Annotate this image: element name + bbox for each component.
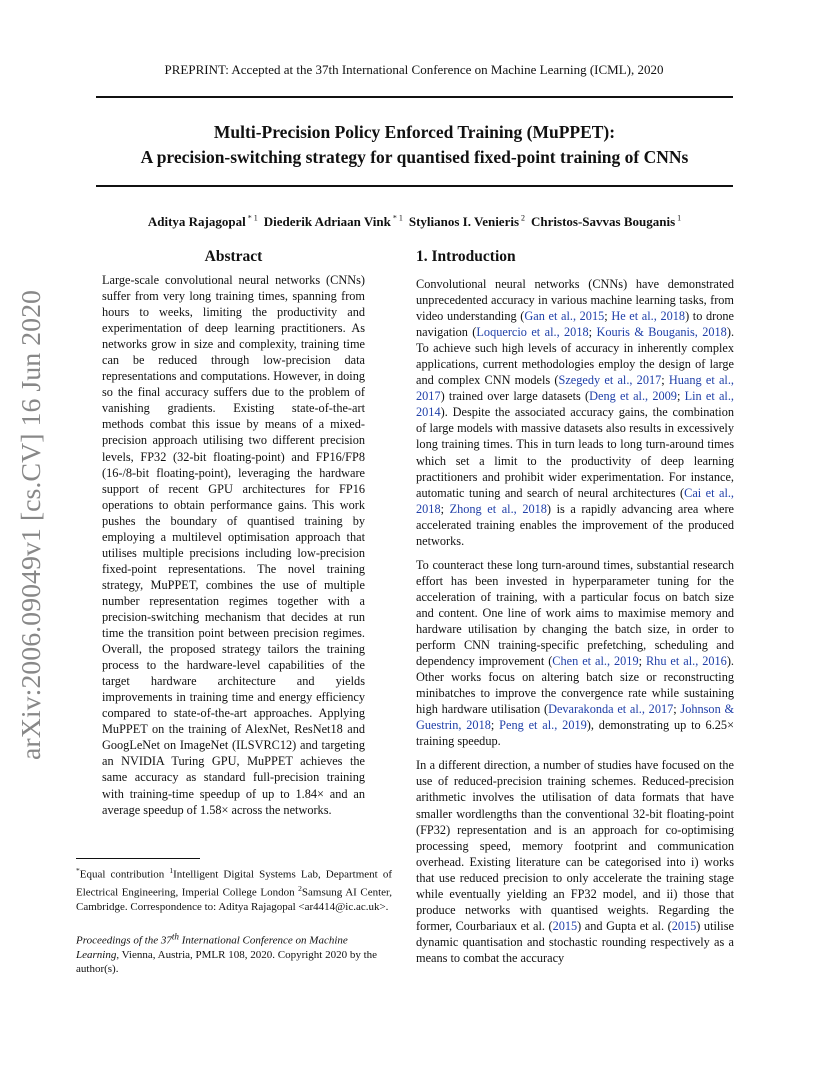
intro-text: In a different direction, a number of studies have focused on the use of reduced-precision training schemes. Reduced-precision arithmetic involves the utilisation of data formats that have smaller wordlengths than the conventional 32-bit floating-point (FP32) representation and is an approach for co-optimising processing speed, memory footprint and communication overhead. Existing literature can be categorised into i) works that use reduced precision to only accelerate the training stage while eventually yielding an FP32 model, and ii) those that produce networks with quantised weights. Regarding the former, Courbariaux et al. ( (416, 758, 734, 933)
introduction-body (416, 276, 734, 974)
proceedings-ordinal-sup: th (171, 931, 179, 941)
citation-link[interactable]: 2015 (671, 918, 697, 933)
citation-link[interactable]: Zhong et al., 2018 (449, 501, 547, 516)
proceedings-rest: , Vienna, Austria, PMLR 108, 2020. Copyright 2020 by the author(s). (76, 948, 378, 975)
citation-link[interactable]: Devarakonda et al., 2017 (548, 702, 674, 717)
citation-link[interactable]: Huang et al., 2017 (416, 373, 734, 404)
footnote-mark: 1 (169, 866, 174, 875)
proceedings-ordinal: 37 (160, 934, 172, 947)
paper-title (96, 120, 733, 170)
intro-text: ) to drone navigation ( (416, 309, 734, 340)
citation-link[interactable]: 2015 (552, 918, 578, 933)
citation-link[interactable]: He et al., 2018 (611, 309, 686, 324)
abstract-heading: Abstract (204, 248, 263, 265)
citation-link[interactable]: Lin et al., 2014 (416, 389, 734, 420)
affiliation-footnote (76, 864, 392, 914)
intro-text: ). To achieve such high levels of accuracy in inherently complex applications, current methodologies employ the design of large and complex CNN models ( (416, 325, 735, 388)
citation-link[interactable]: Loquercio et al., 2018 (476, 325, 589, 340)
author-name: Christos-Savvas Bouganis $^1$ (531, 214, 682, 230)
arxiv-stamp-text: arXiv:2006.09049v1 [cs.CV] 16 Jun 2020 (16, 305, 46, 760)
title-bottom-rule (96, 185, 733, 187)
intro-text: ; (638, 654, 646, 669)
footnote-text: Intelligent Digital Systems Lab, Department of Electrical Engineering, Imperial College London (76, 868, 392, 900)
author-name: Stylianos I. Venieris $^2$ (408, 214, 526, 230)
intro-text: ) is a rapidly advancing area where accelerated training enables the improvement of the produced networks. (416, 501, 734, 548)
citation-link[interactable]: Kouris & Bouganis, 2018 (596, 325, 727, 340)
citation-link[interactable]: Johnson & Guestrin, 2018 (416, 702, 735, 733)
intro-text: ; (661, 373, 669, 388)
intro-text: ; (588, 325, 597, 340)
author-list (96, 214, 733, 230)
author-affiliation-mark: * 1 (245, 214, 258, 223)
footnote-mark: * (76, 866, 80, 875)
citation-link[interactable]: Szegedy et al., 2017 (558, 373, 662, 388)
arxiv-side-stamp (6, 290, 50, 760)
proceedings-italic: Proceedings of the (76, 934, 161, 947)
citation-link[interactable]: Chen et al., 2019 (552, 654, 639, 669)
intro-text: ). Other works focus on altering batch size or reconstructing minibatches to improve the convergence rate while sustaining high hardware utilisation ( (416, 654, 734, 717)
intro-text: ; (604, 309, 612, 324)
intro-paragraph (416, 757, 734, 966)
author-affiliation-mark: 1 (675, 214, 682, 223)
author-name: Diederik Adriaan Vink $^{* 1}$ (263, 214, 403, 230)
footnote-text: Samsung AI Center, Cambridge. Correspondence to: Aditya Rajagopal <ar4414@ic.ac.uk>. (76, 887, 392, 913)
intro-text: ) and Gupta et al. ( (577, 918, 672, 933)
footnote-text: Equal contribution (79, 868, 170, 881)
intro-paragraph (416, 276, 734, 549)
author-affiliation-mark: * 1 (390, 214, 403, 223)
introduction-heading: 1. Introduction (416, 248, 516, 265)
footnote-mark: 2 (298, 884, 302, 894)
title-line-2: A precision-switching strategy for quantised fixed-point training of CNNs (140, 147, 689, 167)
author-affiliation-mark: 2 (519, 214, 526, 223)
intro-paragraph (416, 557, 734, 750)
intro-text: ; (673, 702, 681, 717)
intro-text: ; (440, 501, 450, 516)
citation-link[interactable]: Gan et al., 2015 (524, 309, 605, 324)
proceedings-note (76, 929, 392, 976)
footnote-rule (76, 858, 200, 859)
citation-link[interactable]: Rhu et al., 2016 (645, 654, 727, 669)
intro-text: ; (676, 389, 685, 404)
citation-link[interactable]: Cai et al., 2018 (416, 485, 735, 516)
intro-text: ) trained over large datasets ( (440, 389, 590, 404)
title-line-1: Multi-Precision Policy Enforced Training (MuPPET): (213, 122, 616, 142)
proceedings-italic: International Conference on Machine Learning (76, 934, 348, 961)
intro-text: Convolutional neural networks (CNNs) have demonstrated unprecedented accuracy in various machine learning tasks, from video understanding ( (416, 277, 734, 324)
preprint-header: PREPRINT: Accepted at the 37th International Conference on Machine Learning (ICML), 2020 (164, 62, 664, 77)
intro-text: ), demonstrating up to 6.25× training speedup. (416, 718, 735, 749)
abstract-body: Large-scale convolutional neural networks (CNNs) suffer from very long training times, spanning from hours to weeks, limiting the productivity and experimentation of deep learning practitioners. As networks grow in size and complexity, training time can be reduced through low-precision data representations and computations. However, in doing so the final accuracy suffers due to the problem of vanishing gradients. Existing state-of-the-art methods combat this issue by means of a mixed-precision approach utilising two different precision levels, FP32 (32-bit floating-point) and FP16/FP8 (16-/8-bit floating-point), leveraging the hardware support of recent GPU architectures for FP16 operations to obtain performance gains. This work pushes the boundary of quantised training by employing a multilevel optimisation approach that utilises multiple precisions including low-precision fixed-point representations. The novel training strategy, MuPPET, combines the use of multiple number representation regimes together with a precision-switching mechanism that decides at run time the transition point between precision regimes. Overall, the proposed strategy tailors the training process to the hardware-level capabilities of the target hardware architecture and yields improvements in training time and energy efficiency compared to state-of-the-art approaches. Applying MuPPET on the training of AlexNet, ResNet18 and GoogLeNet on ImageNet (ILSVRC12) and targeting an NVIDIA Turing GPU, MuPPET achieves the same accuracy as standard full-precision training with training-time speedup of up to 1.84× and an average speedup of 1.58× across the networks. (102, 273, 365, 817)
intro-text: ). Despite the associated accuracy gains, the combination of large models with massive datasets also results in excessively long training times. This in turn leads to long turn-around times which set a limit to the productivity of deep learning practitioners and prohibit wider experimentation. For instance, automatic tuning and search of neural architectures ( (416, 405, 734, 500)
arxiv-stamp-svg (6, 290, 50, 760)
title-top-rule (96, 96, 733, 98)
intro-text: ; (490, 718, 500, 733)
citation-link[interactable]: Deng et al., 2009 (589, 389, 677, 404)
intro-text: ) utilise dynamic quantisation and stochastic rounding respectively as a means to combat the accuracy (416, 918, 734, 965)
intro-text: To counteract these long turn-around times, substantial research effort has been invested in hyperparameter tuning for the acceleration of training, with a particular focus on batch size and content. One line of work aims to maximise memory and hardware utilisation by changing the batch size, in order to perform CNN training-specific prefetching, scheduling and dependency improvement ( (416, 557, 734, 669)
author-name: Aditya Rajagopal $^{* 1}$ (147, 214, 258, 230)
citation-link[interactable]: Peng et al., 2019 (499, 718, 587, 733)
